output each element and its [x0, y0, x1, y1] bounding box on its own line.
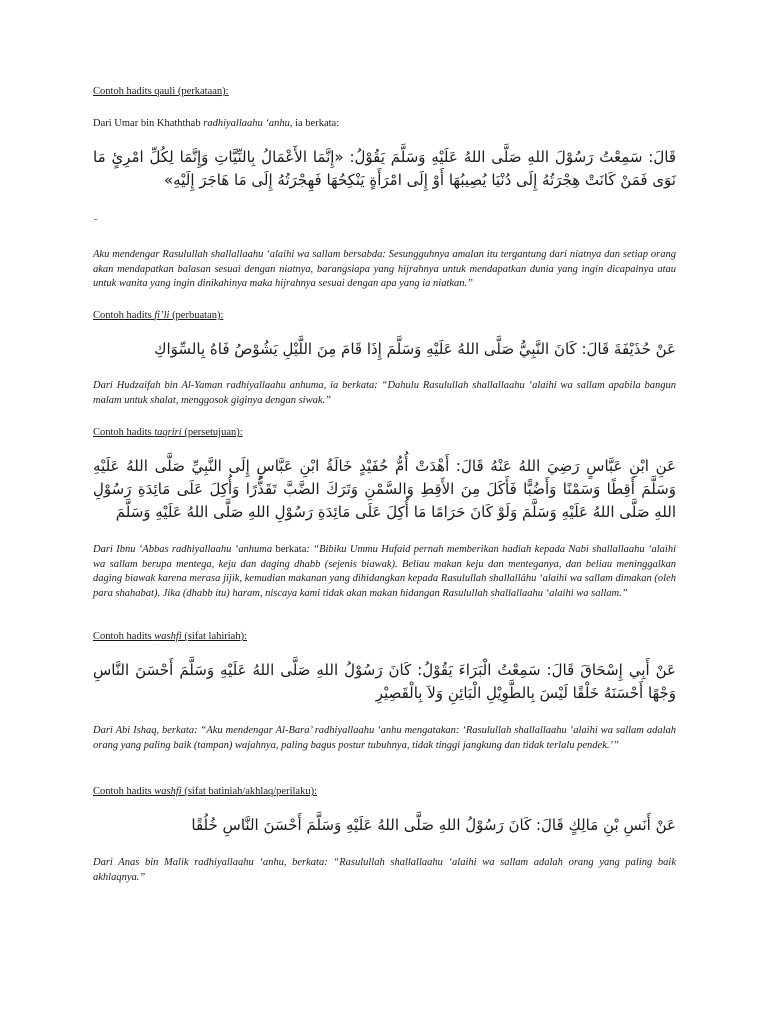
arabic-hadith-washfi-batiniah: عَنْ أَنَسِ بْنِ مَالِكٍ قَالَ: كَانَ رَسُوْلُ اللهِ صَلَّى اللهُ عَلَيْهِ وَسَلَّمَ أَحْسَنَ النَّاسِ خُلُقًا [191, 816, 676, 834]
arabic-hadith-qauli: قَالَ: سَمِعْتُ رَسُوْلَ اللهِ صَلَّى اللهُ عَلَيْهِ وَسَلَّمَ يَقُوْلُ: «إِنَّمَا الأَعْمَالُ بِالنِّيَّاتِ وَإِنَّمَا لِكُلِّ امْرِئٍ مَا نَوَى فَمَنْ كَانَتْ هِجْرَتُهُ إِلَى دُنْيَا يُصِيبُهَا أَوْ إِلَى امْرَأَةٍ يَنْكِحُهَا فَهِجْرَتُهُ إِلَى مَا هَاجَرَ إِلَيْهِ» [93, 148, 676, 189]
arabic-hadith-fili: عَنْ حُذَيْفَةَ قَالَ: كَانَ النَّبِيُّ صَلَّى اللهُ عَلَيْهِ وَسَلَّمَ إِذَا قَامَ مِنَ اللَّيْلِ يَشُوْصُ فَاهُ بِالسِّوَاكِ [154, 340, 676, 358]
translation-washfi-lahiriah: Dari Abi Ishaq, berkata: “Aku mendengar Al-Bara’ radhiyallaahu ‘anhu mengatakan: ‘Rasulullah shallallaahu ‘alaihi wa sallam adalah orang yang paling baik (tampan) wajahnya, paling bagus postur tubuhnya, tidak tinggi jangkung dan tidak terlalu pendek.’” [93, 725, 676, 751]
translation-fili: Dari Hudzaifah bin Al-Yaman radhiyallaahu anhuma, ia berkata: “Dahulu Rasulullah shallallaahu ‘alaihi wa sallam apabila bangun malam untuk shalat, menggosok giginya dengan siwak.” [93, 380, 676, 406]
section-heading-fili [93, 310, 223, 321]
translation-taqriri [93, 543, 676, 601]
section-intro-qauli [93, 118, 339, 129]
section-heading-taqriri [93, 427, 243, 438]
heading-text: Contoh hadits [93, 310, 155, 321]
arabic-hadith-washfi-lahiriah: عَنْ أَبِي إِسْحَاقَ قَالَ: سَمِعْتُ الْبَرَاءَ يَقُوْلُ: كَانَ رَسُوْلُ اللهِ صَلَّى اللهُ عَلَيْهِ وَسَلَّمَ أَحْسَنَ النَّاسِ وَجْهًا أَحْسَنَهُ خَلْقًا لَيْسَ بِالطَّوِيْلِ الْبَائِنِ وَلاَ بِالْقَصِيْرِ [93, 661, 676, 702]
heading-text: Contoh hadits [93, 427, 155, 438]
heading-italic-text: washfi [154, 786, 182, 797]
heading-text: Contoh hadits qauli (perkataan): [93, 86, 229, 97]
heading-italic-text: washfi [154, 631, 182, 642]
section-heading-qauli [93, 86, 229, 97]
arabic-hadith-taqriri: عَنِ ابْنِ عَبَّاسٍ رَضِيَ اللهُ عَنْهُ قَالَ: أَهْدَتْ أُمُّ حُفَيْدٍ خَالَةُ ابْنِ عَبَّاسٍ إِلَى النَّبِيِّ صَلَّى اللهُ عَلَيْهِ وَسَلَّمَ أَقِطًا وَسَمْنًا وَأَضُبًّا فَأَكَلَ مِنَ الأَقِطِ وَالسَّمْنِ وَتَرَكَ الضَّبَّ تَقَذُّرًا وَأُكِلَ عَلَى مَائِدَةِ رَسُوْلِ اللهِ صَلَّى اللهُ عَلَيْهِ وَسَلَّمَ وَلَوْ كَانَ حَرَامًا مَا أُكِلَ عَلَى مَائِدَةِ رَسُوْلِ اللهِ صَلَّى اللهُ عَلَيْهِ وَسَلَّمَ [93, 457, 676, 521]
translation-upright-text: berkata [275, 544, 307, 555]
heading-italic-text: fi’li [154, 310, 170, 321]
translation-washfi-batiniah: Dari Anas bin Malik radhiyallaahu ‘anhu, berkata: “Rasulullah shallallaahu ‘alaihi wa sallam adalah orang yang paling baik akhlaqnya.” [93, 857, 676, 883]
heading-suffix-text: (sifat batiniah/akhlaq/perilaku): [181, 786, 317, 797]
section-heading-washfi-batiniah [93, 786, 317, 797]
translation-suffix-text: : “Bibiku Ummu Hufaid pernah memberikan hadiah kepada Nabi shallallaahu ‘alaihi wa sallam berupa mentega, keju dan daging dhabb (sejenis biawak). Beliau makan keju dan menteganya, dan beliau meninggalkan daging biawak karena merasa jijik, kemudian makanan yang dihidangkan kepada Rasulullah shallallâhu ‘alaihi wa sallam dimakan (oleh para shahabat). Jika (dhabb itu) haram, niscaya kami tidak akan makan hidangan Rasulullah shallallaahu ‘alaihi wa sallam.” [93, 544, 676, 599]
heading-italic-text: taqriri [154, 427, 182, 438]
translation-qauli: Aku mendengar Rasulullah shallallaahu ‘alaihi wa sallam bersabda: Sesungguhnya amalan itu tergantung dari niatnya dan setiap orang akan mendapatkan balasan sesuai dengan niatnya, barangsiapa yang hijrahnya untuk mendapatkan dunia yang ingin dicapainya atau untuk wanita yang ingin dinikahinya maka hijrahnya sesuai dengan apa yang ia niatkan.” [93, 249, 676, 290]
heading-text: Contoh hadits [93, 786, 155, 797]
translation-text: Dari Ibnu ‘Abbas radhiyallaahu ‘anhuma [93, 544, 276, 555]
heading-text: Contoh hadits [93, 631, 155, 642]
heading-suffix-text: (sifat lahiriah): [181, 631, 248, 642]
intro-text: Dari Umar bin Khaththab [93, 118, 204, 129]
section-heading-washfi-lahiriah [93, 631, 247, 642]
heading-suffix-text: (persetujuan): [181, 427, 243, 438]
stray-mark: ˜ [94, 218, 98, 229]
heading-suffix-text: (perbuatan): [169, 310, 224, 321]
intro-italic-text: radhiyallaahu ‘anhu [203, 118, 290, 129]
intro-suffix-text: , ia berkata: [289, 118, 340, 129]
